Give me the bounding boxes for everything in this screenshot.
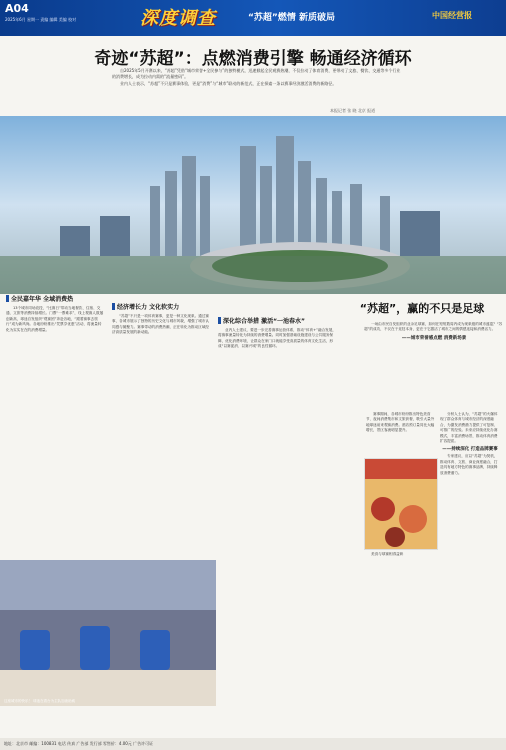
- sidebar-col-b: [440, 412, 500, 712]
- sidebar-intro-text: 一场由市民自发组织的业余足球赛，如何在短短数周内成为现象级的城市盛宴？“苏超”的成功，不仅在于竞技本身，更在于它激活了城市之间的情感连接和消费活力。: [364, 322, 503, 332]
- header-slogan: “苏超”燃情 新质破局: [248, 13, 335, 23]
- section-marker-icon: [218, 317, 221, 324]
- skyline-illustration: [0, 116, 506, 294]
- section-2-body: “苏超”不只是一项体育赛事，更是一种文化现象。通过赛事，各城市展示了独特的历史文化与城市风貌，增强了城市认同感与凝聚力。赛事带动的消费热潮，正在转化为推动区域经济高质量发展的新动能。: [112, 314, 210, 335]
- lead-text-1: 自2025年5月开赛以来，“苏超”凭借“城市荣誉+全民参与”的独特模式，迅速掀起全民观赛热潮，不仅拉动了体育消费，更带动了文旅、餐饮、交通等多个行业的消费增长，成为拉动内需的“流量密码”。: [112, 68, 401, 79]
- page-footer: 地址：北京市 邮编：100831 电话 传真 广告部 发行部 零售价：4.00元 广告许可证: [0, 738, 506, 750]
- section-3: [218, 316, 338, 736]
- sidebar-col-b-text: 分析人士认为，“苏超”的火爆体现了群众体育与城市经济的深度融合，为激发消费潜力提供了可复制、可推广的经验。未来应持续优化办赛模式，丰富消费场景，推动体育消费扩容提质。: [440, 412, 498, 444]
- lead-text-2: 业内人士表示，“苏超”不只是赛事体验，更是“消费”与“城市”联动的新范式，正在探索一条以赛事经济激活消费的新路径。: [120, 81, 337, 86]
- page-header: [0, 0, 506, 36]
- section-3-body: 业内人士建议，要进一步完善赛事运营体系，推动“体育+”融合发展，将赛事流量转化为持续的消费增量。同时加强基础设施建设与公共服务保障，优化消费环境，让群众在家门口就能享受高质量的体育文化生活，形成“以赛促消、以赛兴城”的良性循环。: [218, 328, 336, 349]
- section-marker-icon: [6, 295, 9, 302]
- byline: 本报记者 张 晓 北京 报道: [330, 108, 376, 113]
- sidebar-intro: [364, 322, 504, 412]
- section-3-title: 深化综合举措 激活“一池春水”: [218, 316, 338, 325]
- hero-photo-city-skyline: [0, 116, 506, 294]
- food-illustration: [365, 459, 438, 550]
- food-photo: [364, 458, 438, 550]
- paper-name: 中国经营报: [432, 10, 472, 20]
- sidebar-subhead-2: ——持续深化 打造品牌赛事: [442, 447, 498, 453]
- sidebar-col-c-text: 专家建议，应以“苏超”为契机，推动体育、文旅、商业深度融合，打造具有地方特色的赛事品牌，持续释放消费潜力。: [440, 454, 498, 475]
- sidebar-subhead-1: ——城市荣誉感点燃 消费新场景: [401, 335, 467, 341]
- lead-paragraph: [112, 68, 402, 88]
- fans-photo-caption: 这座城市的快乐！ 球迷在看台为主队加油助威: [4, 699, 76, 703]
- headline: 奇迹“苏超”：点燃消费引擎 畅通经济循环: [94, 49, 412, 69]
- fans-illustration: [0, 560, 216, 706]
- section-1-body: 13个城市同场竞技，“比赛日”带动当地餐饮、住宿、交通、文旅等消费持续增长。门票“一票难求”，线上观赛人数屡创新高，球迷自发组织“观赛团”奔赴各地，“跟着赛事去旅行”成为新风尚。各地纷纷推出“凭票享优惠”活动，将流量转化为实实在在的消费增量。: [6, 306, 104, 332]
- photo2-caption: 美食与球赛相得益彰: [371, 552, 404, 556]
- column-title: 深度调查: [140, 8, 216, 29]
- sidebar-headline: “苏超”，赢的不只是足球: [359, 302, 485, 315]
- date-line: 2025年6月 星期一 责编 编辑 美编 校对: [5, 17, 77, 22]
- section-marker-icon: [112, 303, 115, 310]
- sidebar-col-a-text: 赛事期间，各城市纷纷推出特色美食节、夜间消费集市和文旅套餐，吸引大量外地球迷前来观赛消费。酒店预订量同比大幅增长，景区客流明显提升。: [366, 412, 435, 433]
- fans-photo: [0, 560, 216, 706]
- section-1-title: 全民嘉年华 全域消费热: [6, 294, 104, 303]
- page-number: A04: [5, 2, 29, 15]
- sidebar-col-c: [364, 552, 440, 712]
- section-2-title: 经济增长力 文化软实力: [112, 302, 212, 311]
